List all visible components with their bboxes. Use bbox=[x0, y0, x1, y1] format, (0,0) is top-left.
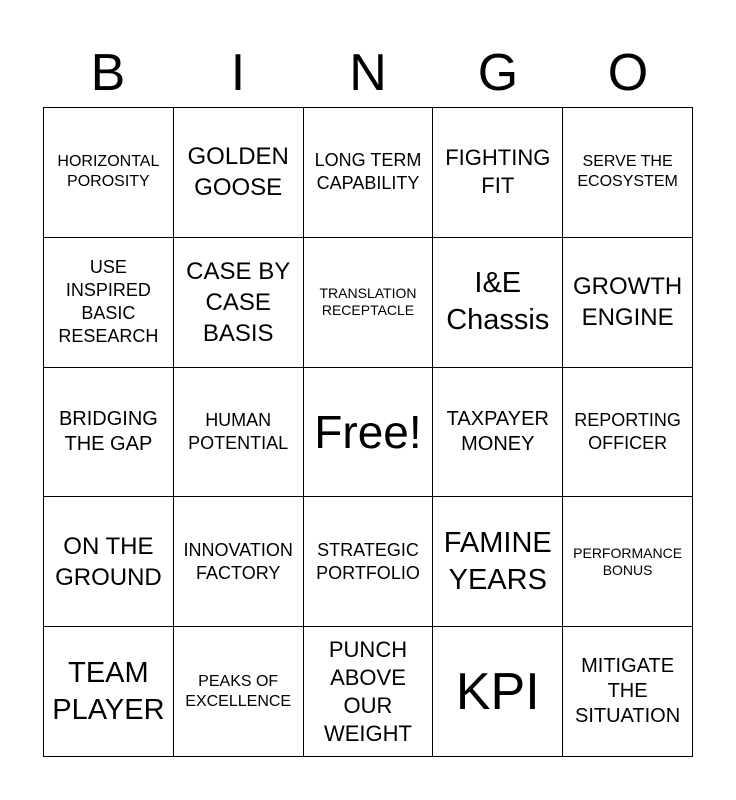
bingo-cell-r1-c5[interactable] bbox=[563, 108, 693, 238]
cell-text: STRATEGIC PORTFOLIO bbox=[316, 539, 420, 583]
bingo-cell-r4-c5[interactable] bbox=[563, 497, 693, 627]
bingo-cell-r2-c4[interactable] bbox=[433, 238, 563, 368]
header-letter-g: G bbox=[477, 44, 519, 102]
bingo-cell-r5-c1[interactable] bbox=[44, 627, 174, 757]
cell-text: TEAM PLAYER bbox=[52, 656, 165, 726]
bingo-cell-r5-c5[interactable] bbox=[563, 627, 693, 757]
header-letter-b: B bbox=[90, 44, 126, 102]
cell-text: ON THE GROUND bbox=[55, 532, 162, 591]
cell-text: FIGHTING FIT bbox=[445, 145, 551, 199]
bingo-cell-r3-c4[interactable] bbox=[433, 368, 563, 498]
cell-text: BRIDGING THE GAP bbox=[58, 407, 158, 455]
cell-text: GOLDEN GOOSE bbox=[187, 143, 289, 202]
header-letter-o: O bbox=[607, 44, 649, 102]
bingo-cell-r3-c1[interactable] bbox=[44, 368, 174, 498]
bingo-cell-r2-c1[interactable] bbox=[44, 238, 174, 368]
cell-text: HUMAN POTENTIAL bbox=[188, 409, 289, 453]
cell-text: PEAKS OF EXCELLENCE bbox=[185, 672, 292, 710]
cell-text: TRANSLATION RECEPTACLE bbox=[319, 285, 417, 319]
bingo-cell-r3-c5[interactable] bbox=[563, 368, 693, 498]
bingo-card-grid bbox=[43, 107, 693, 757]
bingo-cell-r1-c1[interactable] bbox=[44, 108, 174, 238]
cell-text: HORIZONTAL POROSITY bbox=[57, 153, 160, 191]
cell-text: INNOVATION FACTORY bbox=[183, 539, 293, 583]
bingo-cell-r1-c4[interactable] bbox=[433, 108, 563, 238]
cell-text: LONG TERM CAPABILITY bbox=[314, 150, 422, 194]
bingo-cell-r2-c2[interactable] bbox=[174, 238, 304, 368]
cell-text: TAXPAYER MONEY bbox=[446, 407, 549, 455]
cell-text: FAMINE YEARS bbox=[443, 526, 552, 596]
header-letter-i: I bbox=[230, 44, 246, 102]
bingo-cell-r5-c2[interactable] bbox=[174, 627, 304, 757]
cell-text: SERVE THE ECOSYSTEM bbox=[577, 153, 678, 191]
bingo-cell-r5-c4[interactable] bbox=[433, 627, 563, 757]
bingo-cell-r2-c5[interactable] bbox=[563, 238, 693, 368]
bingo-cell-r4-c4[interactable] bbox=[433, 497, 563, 627]
cell-text: I&E Chassis bbox=[446, 267, 550, 337]
bingo-cell-r3-c3[interactable] bbox=[304, 368, 434, 498]
free-space: Free! bbox=[314, 405, 422, 458]
bingo-cell-r1-c3[interactable] bbox=[304, 108, 434, 238]
cell-text: CASE BY CASE BASIS bbox=[186, 257, 291, 347]
cell-text: PERFORMANCE BONUS bbox=[573, 544, 683, 578]
bingo-cell-r3-c2[interactable] bbox=[174, 368, 304, 498]
cell-text: KPI bbox=[455, 662, 540, 721]
cell-text: USE INSPIRED BASIC RESEARCH bbox=[58, 257, 159, 347]
header-letter-n: N bbox=[349, 44, 387, 102]
bingo-cell-r5-c3[interactable] bbox=[304, 627, 434, 757]
bingo-cell-r4-c2[interactable] bbox=[174, 497, 304, 627]
cell-text: REPORTING OFFICER bbox=[574, 409, 681, 453]
bingo-cell-r1-c2[interactable] bbox=[174, 108, 304, 238]
cell-text: MITIGATE THE SITUATION bbox=[575, 655, 681, 728]
bingo-cell-r4-c3[interactable] bbox=[304, 497, 434, 627]
cell-text: PUNCH ABOVE OUR WEIGHT bbox=[323, 636, 412, 746]
bingo-cell-r4-c1[interactable] bbox=[44, 497, 174, 627]
bingo-header bbox=[43, 40, 693, 106]
cell-text: GROWTH ENGINE bbox=[572, 273, 683, 332]
bingo-cell-r2-c3[interactable] bbox=[304, 238, 434, 368]
